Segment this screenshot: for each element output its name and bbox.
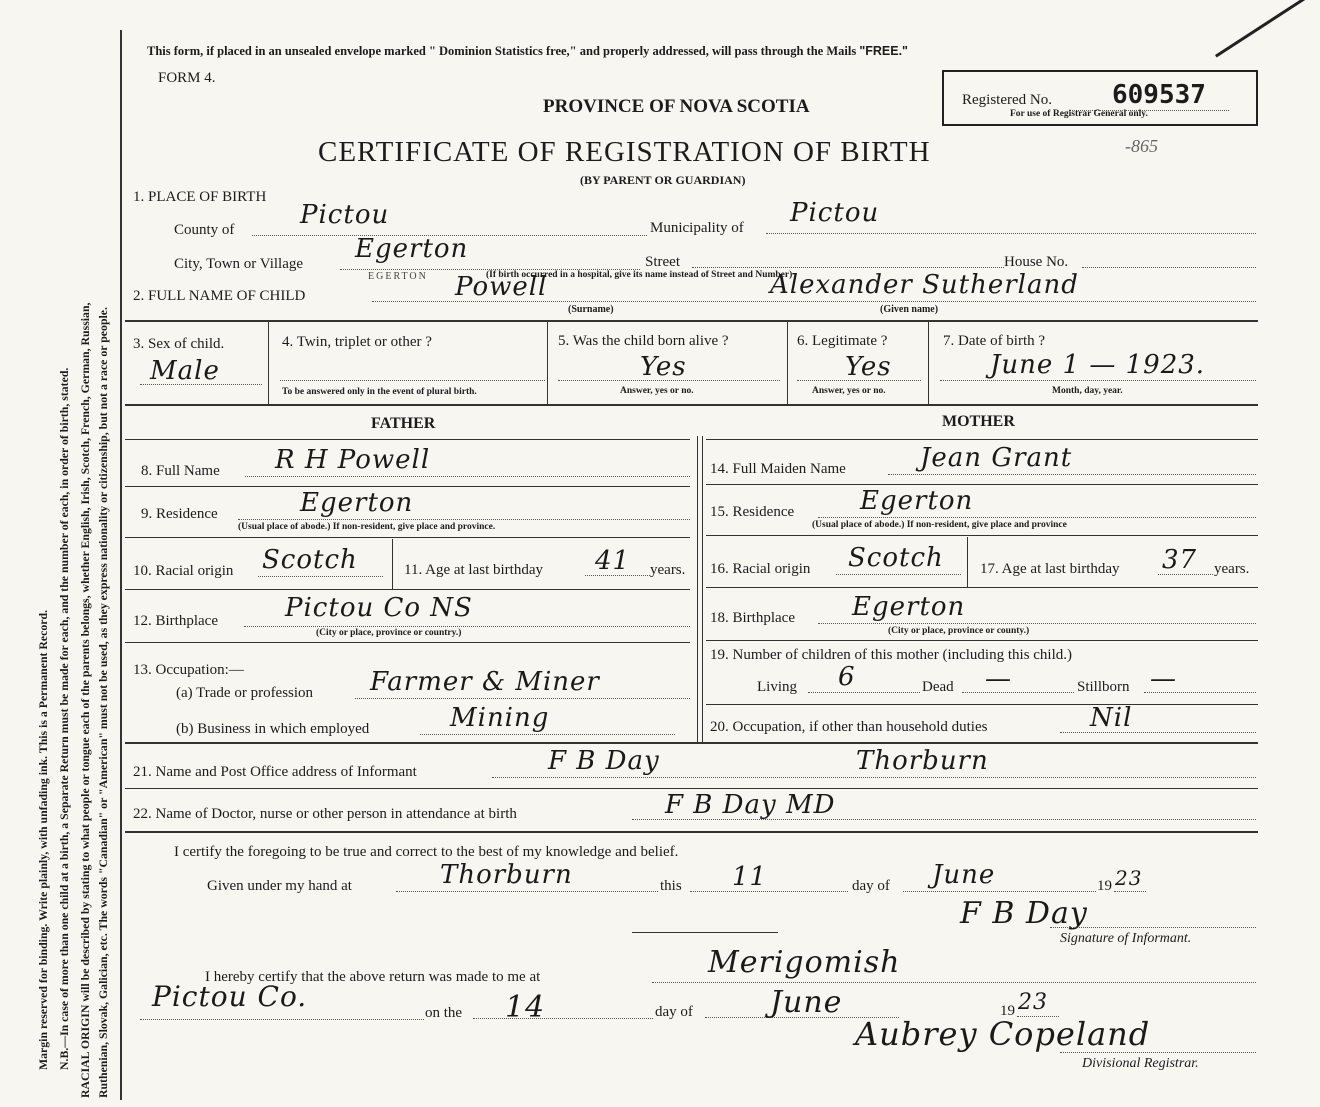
stamp-mark: -865	[1125, 136, 1158, 156]
rule-after-21	[125, 788, 1258, 789]
rule-mother-15	[706, 535, 1258, 536]
child-surname: Powell	[455, 272, 548, 302]
father-heading: FATHER	[371, 415, 436, 432]
father-birthplace-note: (City or place, province or country.)	[316, 628, 462, 638]
divider-5-6	[787, 322, 788, 404]
surname-caption: (Surname)	[568, 304, 614, 315]
given-month-dotline	[903, 891, 1096, 892]
legitimate-note: Answer, yes or no.	[812, 386, 886, 396]
house-dotline	[1082, 267, 1256, 268]
mother-age-label: 17. Age at last birthday	[980, 561, 1120, 577]
doctor-label: 22. Name of Doctor, nurse or other person in attendance at birth	[133, 806, 517, 822]
signature-rule-left	[632, 932, 778, 933]
twin-note: To be answered only in the event of plural birth.	[282, 387, 477, 397]
father-occupation-label: 13. Occupation:—	[133, 662, 244, 678]
divider-3-4	[268, 322, 269, 404]
certificate-title: CERTIFICATE OF REGISTRATION OF BIRTH	[318, 136, 931, 168]
rule-father-8	[125, 486, 690, 487]
registrar-statement: I hereby certify that the above return was made to me at	[205, 969, 541, 985]
dob-note: Month, day, year.	[1052, 386, 1123, 396]
father-residence-dotline	[238, 519, 690, 520]
father-race-dotline	[258, 576, 383, 577]
mother-heading: MOTHER	[942, 413, 1015, 430]
dob-dotline	[940, 380, 1256, 381]
rule-father-12	[125, 642, 690, 643]
dead-label: Dead	[922, 679, 954, 695]
margin-note-multiple-births: N.B.—In case of more than one child at a birth, a Separate Return must be made for each, and the number of each, in order of birth, stated.	[57, 367, 71, 1070]
certificate-subtitle: (BY PARENT OR GUARDIAN)	[580, 173, 746, 187]
mother-name-dotline	[888, 474, 1256, 475]
province-heading: PROVINCE OF NOVA SCOTIA	[543, 96, 810, 117]
mother-occupation-label: 20. Occupation, if other than household duties	[710, 719, 988, 735]
signature-caption: Signature of Informant.	[1060, 931, 1192, 946]
dob-label: 7. Date of birth ?	[943, 333, 1046, 349]
registrar-caption: Divisional Registrar.	[1082, 1056, 1199, 1071]
rule-mother-18	[706, 640, 1258, 641]
street-dotline	[692, 267, 1004, 268]
municipality-value: Pictou	[790, 198, 880, 228]
rule-father-10	[125, 589, 690, 590]
mother-residence-dotline	[818, 517, 1256, 518]
father-birthplace-label: 12. Birthplace	[133, 613, 218, 629]
dob-value: June 1 — 1923.	[990, 350, 1206, 380]
parent-divider-a	[697, 436, 698, 742]
place-of-birth-label: 1. PLACE OF BIRTH	[133, 189, 267, 205]
given-year-dotline	[1114, 891, 1146, 892]
doctor-name: F B Day MD	[665, 790, 836, 820]
given-place-dotline	[396, 891, 658, 892]
house-label: House No.	[1004, 254, 1069, 270]
rule-mother-19	[706, 704, 1258, 705]
mother-birthplace-dotline	[818, 623, 1256, 624]
twin-dotline	[280, 380, 545, 381]
registrar-month-value: June	[770, 985, 843, 1020]
sex-label: 3. Sex of child.	[133, 336, 225, 352]
margin-note-racial-origin-cont: Ruthenian, Slovak, Galician, etc. The words "Canadian" or "American" must not be used, as they express nationality or citizenship, but not a race or people.	[96, 307, 110, 1098]
rule-after-22	[125, 831, 1258, 833]
registrar-dayof-label: day of	[655, 1004, 693, 1020]
registrar-year-value: 23	[1018, 990, 1048, 1015]
form-number: FORM 4.	[158, 70, 216, 86]
dead-value: —	[985, 664, 1012, 694]
rule-under-father-heading	[125, 439, 690, 440]
mother-children-label: 19. Number of children of this mother (including this child.)	[710, 647, 1073, 663]
registrar-day-value: 14	[505, 990, 546, 1025]
mail-notice: This form, if placed in an unsealed envelope marked " Dominion Statistics free," and properly addressed, will pass through the Mails "FREE."	[147, 44, 908, 58]
father-age-value: 41	[595, 546, 631, 576]
margin-note-binding: Margin reserved for binding. Write plainly, with unfading ink. This is a Permanent Record.	[36, 609, 50, 1070]
margin-note-racial-origin: RACIAL ORIGIN will be described by stating to what people or tongue each of the parents belongs, whether English, Irish, Scotch, French, German, Russian,	[78, 302, 92, 1098]
alive-note: Answer, yes or no.	[620, 386, 694, 396]
registrar-signature-dotline	[1060, 1052, 1256, 1053]
living-label: Living	[757, 679, 797, 695]
father-residence-note: (Usual place of abode.) If non-resident, give place and province.	[238, 522, 496, 532]
given-place-value: Thorburn	[440, 860, 573, 890]
mother-race-dotline	[836, 574, 961, 575]
father-business-dotline	[420, 734, 675, 735]
father-name-value: R H Powell	[275, 445, 431, 475]
legitimate-value: Yes	[845, 352, 892, 382]
registrar-signature: Aubrey Copeland	[855, 1015, 1151, 1053]
rule-after-parents	[125, 742, 1258, 744]
registered-box	[942, 70, 1258, 126]
rule-mother-14	[706, 484, 1258, 485]
street-label: Street	[645, 254, 680, 270]
sex-dotline	[140, 384, 262, 385]
rule-under-mother-heading	[706, 439, 1258, 440]
given-dayof-label: day of	[852, 878, 890, 894]
mother-occupation-value: Nil	[1090, 703, 1133, 733]
father-business-label: (b) Business in which employed	[176, 721, 370, 737]
father-trade-value: Farmer & Miner	[370, 667, 600, 697]
father-age-label: 11. Age at last birthday	[404, 562, 543, 578]
informant-signature: F B Day	[960, 896, 1088, 931]
informant-name: F B Day	[548, 746, 660, 776]
child-name-label: 2. FULL NAME OF CHILD	[133, 288, 306, 304]
parent-divider-b	[702, 436, 703, 742]
alive-value: Yes	[640, 352, 687, 382]
mother-name-label: 14. Full Maiden Name	[710, 461, 846, 477]
father-birthplace-dotline	[244, 626, 690, 627]
registrar-day-dotline	[473, 1018, 653, 1019]
mother-race-value: Scotch	[848, 543, 944, 573]
stillborn-value: —	[1150, 664, 1177, 694]
county-label: County of	[174, 222, 235, 238]
legitimate-dotline	[797, 380, 921, 381]
mother-birthplace-note: (City or place, province or county.)	[888, 626, 1030, 636]
margin-rule	[120, 30, 122, 1100]
mother-birthplace-value: Egerton	[852, 592, 966, 622]
father-business-value: Mining	[450, 703, 550, 733]
given-under-label: Given under my hand at	[207, 878, 352, 894]
informant-address: Thorburn	[856, 746, 989, 776]
divider-4-5	[547, 322, 548, 404]
registrar-only-note: For use of Registrar General only.	[1010, 109, 1148, 119]
on-the-label: on the	[425, 1005, 463, 1021]
mother-residence-label: 15. Residence	[710, 504, 795, 520]
registrar-county-dotline	[140, 1019, 424, 1020]
rule-mother-16	[706, 587, 1258, 588]
city-stamp: EGERTON	[368, 271, 428, 282]
divider-6-7	[928, 322, 929, 404]
informant-dotline	[492, 777, 1256, 778]
given-month-value: June	[932, 860, 996, 890]
mother-residence-note: (Usual place of abode.) If non-resident, give place and province	[812, 520, 1067, 530]
ink-stroke	[1215, 0, 1309, 58]
mother-race-label: 16. Racial origin	[710, 561, 811, 577]
registrar-place-dotline	[652, 982, 1256, 983]
municipality-dotline	[766, 233, 1256, 234]
father-trade-dotline	[355, 698, 690, 699]
informant-label: 21. Name and Post Office address of Informant	[133, 764, 417, 780]
this-label: this	[660, 878, 682, 894]
alive-dotline	[558, 380, 780, 381]
county-value: Pictou	[300, 200, 390, 230]
rule-after-row3	[125, 404, 1258, 406]
father-name-label: 8. Full Name	[141, 463, 220, 479]
given-day-dotline	[690, 891, 848, 892]
certify-statement: I certify the foregoing to be true and correct to the best of my knowledge and belief.	[174, 844, 679, 860]
father-name-dotline	[245, 476, 690, 477]
divider-16-17	[967, 537, 968, 587]
father-birthplace-value: Pictou Co NS	[285, 593, 473, 623]
father-race-label: 10. Racial origin	[133, 563, 234, 579]
mother-age-value: 37	[1162, 545, 1198, 575]
sex-value: Male	[150, 356, 220, 386]
father-race-value: Scotch	[262, 545, 358, 575]
registrar-place-value: Merigomish	[708, 945, 901, 980]
mother-residence-value: Egerton	[860, 486, 974, 516]
rule-father-9	[125, 537, 690, 538]
given-year-prefix: 19	[1097, 878, 1112, 894]
given-year-value: 23	[1115, 866, 1143, 890]
father-residence-value: Egerton	[300, 488, 414, 518]
living-value: 6	[838, 662, 856, 692]
mother-name-value: Jean Grant	[920, 443, 1073, 473]
registrar-year-prefix: 19	[1000, 1003, 1015, 1019]
rule-after-name	[125, 320, 1258, 322]
alive-label: 5. Was the child born alive ?	[558, 333, 729, 349]
dead-dotline	[962, 692, 1074, 693]
divider-10-11	[392, 539, 393, 589]
mother-age-years: years.	[1214, 561, 1250, 577]
registered-number: 609537	[1112, 80, 1206, 110]
given-name-caption: (Given name)	[880, 304, 939, 315]
city-value: Egerton	[355, 234, 469, 264]
mother-birthplace-label: 18. Birthplace	[710, 610, 795, 626]
father-residence-label: 9. Residence	[141, 506, 218, 522]
registrar-county-value: Pictou Co.	[152, 980, 308, 1013]
stillborn-label: Stillborn	[1077, 679, 1130, 695]
twin-label: 4. Twin, triplet or other ?	[282, 334, 432, 350]
given-day-value: 11	[732, 862, 768, 892]
signature-dotline	[1050, 927, 1256, 928]
hospital-note: (If birth occurred in a hospital, give its name instead of Street and Number)	[486, 270, 793, 280]
legitimate-label: 6. Legitimate ?	[797, 333, 888, 349]
living-dotline	[808, 692, 920, 693]
father-trade-label: (a) Trade or profession	[176, 685, 314, 701]
registered-label: Registered No.	[962, 92, 1052, 108]
city-label: City, Town or Village	[174, 256, 304, 272]
father-age-years: years.	[650, 562, 686, 578]
child-given-name: Alexander Sutherland	[770, 270, 1079, 300]
municipality-label: Municipality of	[650, 220, 744, 236]
